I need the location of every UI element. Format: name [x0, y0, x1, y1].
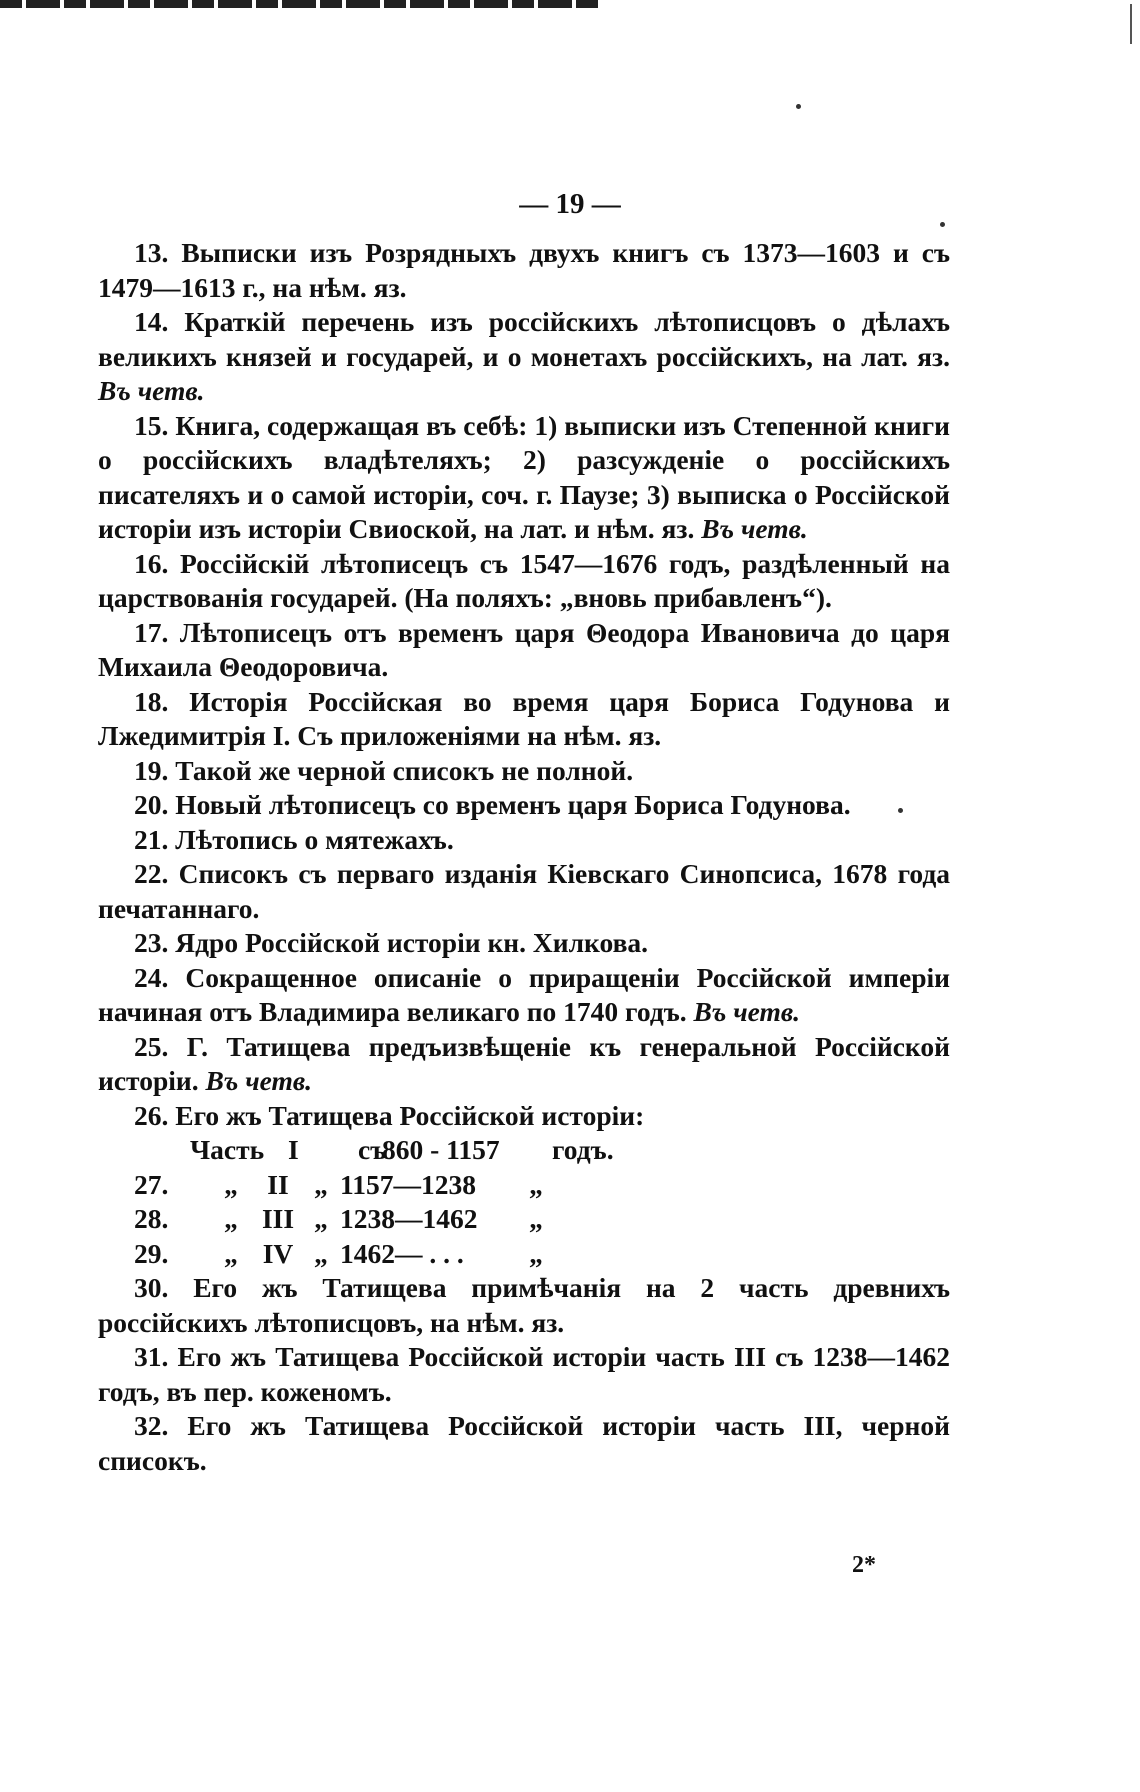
entry-text: Лѣтописецъ отъ временъ царя Θеодора Ивановича до царя Михаила Θеодоровича. — [98, 616, 951, 682]
part-end: годъ. — [552, 1134, 614, 1165]
catalog-entry — [98, 685, 950, 754]
entry-number: 19. — [134, 754, 169, 786]
catalog-entry — [98, 754, 950, 789]
entry-number: 17. — [134, 616, 169, 648]
part-roman: IV — [262, 1237, 294, 1269]
page-edge-mark — [1130, 4, 1132, 44]
signature-mark: 2* — [852, 1552, 876, 1578]
entry-number: 24. — [134, 961, 169, 993]
ditto-mark: „ — [314, 1237, 328, 1269]
entry-text: Его жъ Татищева примѣчанiя на 2 часть древнихъ россiйскихъ лѣтописцовъ, на нѣм. яз. — [98, 1272, 951, 1338]
page-number: — 19 — — [519, 188, 621, 220]
entry-number: 23. — [134, 927, 169, 958]
part-dates: 1157—1238 — [340, 1168, 476, 1200]
part-dates: 1238—1462 — [340, 1203, 478, 1234]
catalog-entry — [98, 857, 950, 926]
part-number: 28. — [134, 1203, 169, 1234]
catalog-entries — [98, 236, 950, 1133]
part-row-first — [98, 1133, 950, 1168]
catalog-entry — [98, 1340, 950, 1409]
entry-number: 26. — [134, 1099, 169, 1131]
entry-number: 32. — [134, 1410, 169, 1441]
entry-text: Выписки изъ Розрядныхъ двухъ книгъ съ 1373—1603 и съ 1479—1613 г., на нѣм. яз. — [98, 237, 951, 303]
ditto-mark: „ — [529, 1203, 543, 1234]
ditto-mark: „ — [224, 1203, 238, 1234]
catalog-entry — [98, 926, 950, 961]
ditto-mark: „ — [314, 1168, 328, 1200]
entry-text: Его жъ Татищева Россiйской исторiи: — [175, 1099, 645, 1131]
entry-number: 18. — [134, 685, 169, 717]
ditto-mark: „ — [224, 1237, 238, 1269]
entry-number: 20. — [134, 789, 169, 820]
part-row — [98, 1237, 950, 1272]
top-edge-rule — [0, 0, 600, 8]
entry-number: 16. — [134, 547, 169, 579]
entry-text: Книга, содержащая въ себѣ: 1) выписки изъ Степенной книги о россiйскихъ владѣтеляхъ; 2) разсужденiе о россiйскихъ писателяхъ и о самой исторiи, соч. г. Паузе; 3) выписка о Россiйской исторiи изъ исторiи Свиоской, на лат. и нѣм. яз. — [98, 409, 950, 544]
catalog-entry — [98, 305, 950, 409]
catalog-entry — [98, 547, 950, 616]
format-note: Въ четв. — [205, 1065, 313, 1096]
entry-number: 25. — [134, 1030, 169, 1062]
page-text — [98, 236, 950, 1478]
part-word: Часть — [190, 1134, 265, 1165]
catalog-entry — [98, 961, 950, 1030]
part-number: 27. — [134, 1168, 169, 1200]
catalog-entry — [98, 823, 950, 858]
entry-number: 22. — [134, 858, 169, 889]
catalog-entry — [98, 1409, 950, 1478]
part-dates: 1462— . . . — [340, 1237, 464, 1269]
entry-number: 14. — [134, 306, 169, 337]
part-row — [98, 1168, 950, 1203]
entry-number: 13. — [134, 237, 169, 268]
catalog-entry — [98, 236, 950, 305]
catalog-entry — [98, 1271, 950, 1340]
entry-text: Исторiя Россiйская во время царя Бориса Годунова и Лжедимитрiя I. Съ приложенiями на нѣм. яз. — [98, 685, 950, 751]
format-note: Въ четв. — [98, 375, 205, 406]
ditto-mark: „ — [529, 1168, 543, 1200]
part-row — [98, 1202, 950, 1237]
entry-text: Списокъ съ перваго изданiя Кiевскаго Синопсиса, 1678 года печатаннаго. — [98, 858, 950, 924]
history-parts-list — [98, 1133, 950, 1271]
part-number: 29. — [134, 1237, 169, 1269]
entry-text: Россiйскiй лѣтописецъ съ 1547—1676 годъ, раздѣленный на царствованiя государей. (На поляхъ: „вновь прибавленъ“). — [98, 547, 950, 613]
catalog-entries-continued — [98, 1271, 950, 1478]
part-roman: II — [267, 1168, 289, 1200]
ditto-mark: „ — [224, 1168, 238, 1200]
ditto-mark: „ — [314, 1203, 328, 1234]
entry-text: Краткiй перечень изъ россiйскихъ лѣтописцовъ о дѣлахъ великихъ князей и государей, и о монетахъ россiйскихъ, на лат. яз. — [98, 306, 950, 372]
entry-number: 15. — [134, 409, 169, 441]
entry-text: Сокращенное описанiе о приращенiи Россiйской имперiи начиная отъ Владимира великаго по 1740 годъ. — [98, 961, 951, 1027]
ditto-mark: „ — [529, 1237, 543, 1269]
format-note: Въ четв. — [701, 513, 808, 544]
catalog-entry — [98, 616, 950, 685]
entry-text: Ядро Россiйской исторiи кн. Хилкова. — [175, 927, 649, 958]
part-roman: III — [261, 1203, 295, 1234]
entry-text: Новый лѣтописецъ со временъ царя Бориса Годунова. — [175, 789, 851, 820]
entry-text: Лѣтопись о мятежахъ. — [175, 823, 454, 855]
entry-text: Его жъ Татищева Россiйской исторiи часть III, черной списокъ. — [98, 1410, 950, 1476]
part-roman: I — [288, 1134, 299, 1165]
part-dates: 860 - 1157 — [382, 1134, 500, 1165]
entry-text: Его жъ Татищева Россiйской исторiи часть III съ 1238—1462 годъ, въ пер. коженомъ. — [98, 1341, 950, 1407]
print-speck — [796, 104, 801, 109]
catalog-entry — [98, 1099, 950, 1134]
entry-number: 31. — [134, 1341, 169, 1372]
catalog-entry — [98, 1030, 950, 1099]
catalog-entry — [98, 788, 950, 823]
catalog-entry — [98, 409, 950, 547]
part-rows-continued — [98, 1168, 950, 1272]
format-note: Въ четв. — [693, 996, 801, 1027]
print-speck — [940, 222, 945, 227]
entry-text: Г. Татищева предъизвѣщенiе къ генеральной Россiйской исторiи. — [98, 1030, 951, 1096]
entry-number: 30. — [134, 1272, 169, 1303]
entry-text: Такой же черной списокъ не полной. — [175, 754, 634, 786]
part-preposition: съ — [358, 1134, 387, 1165]
entry-number: 21. — [134, 823, 169, 855]
